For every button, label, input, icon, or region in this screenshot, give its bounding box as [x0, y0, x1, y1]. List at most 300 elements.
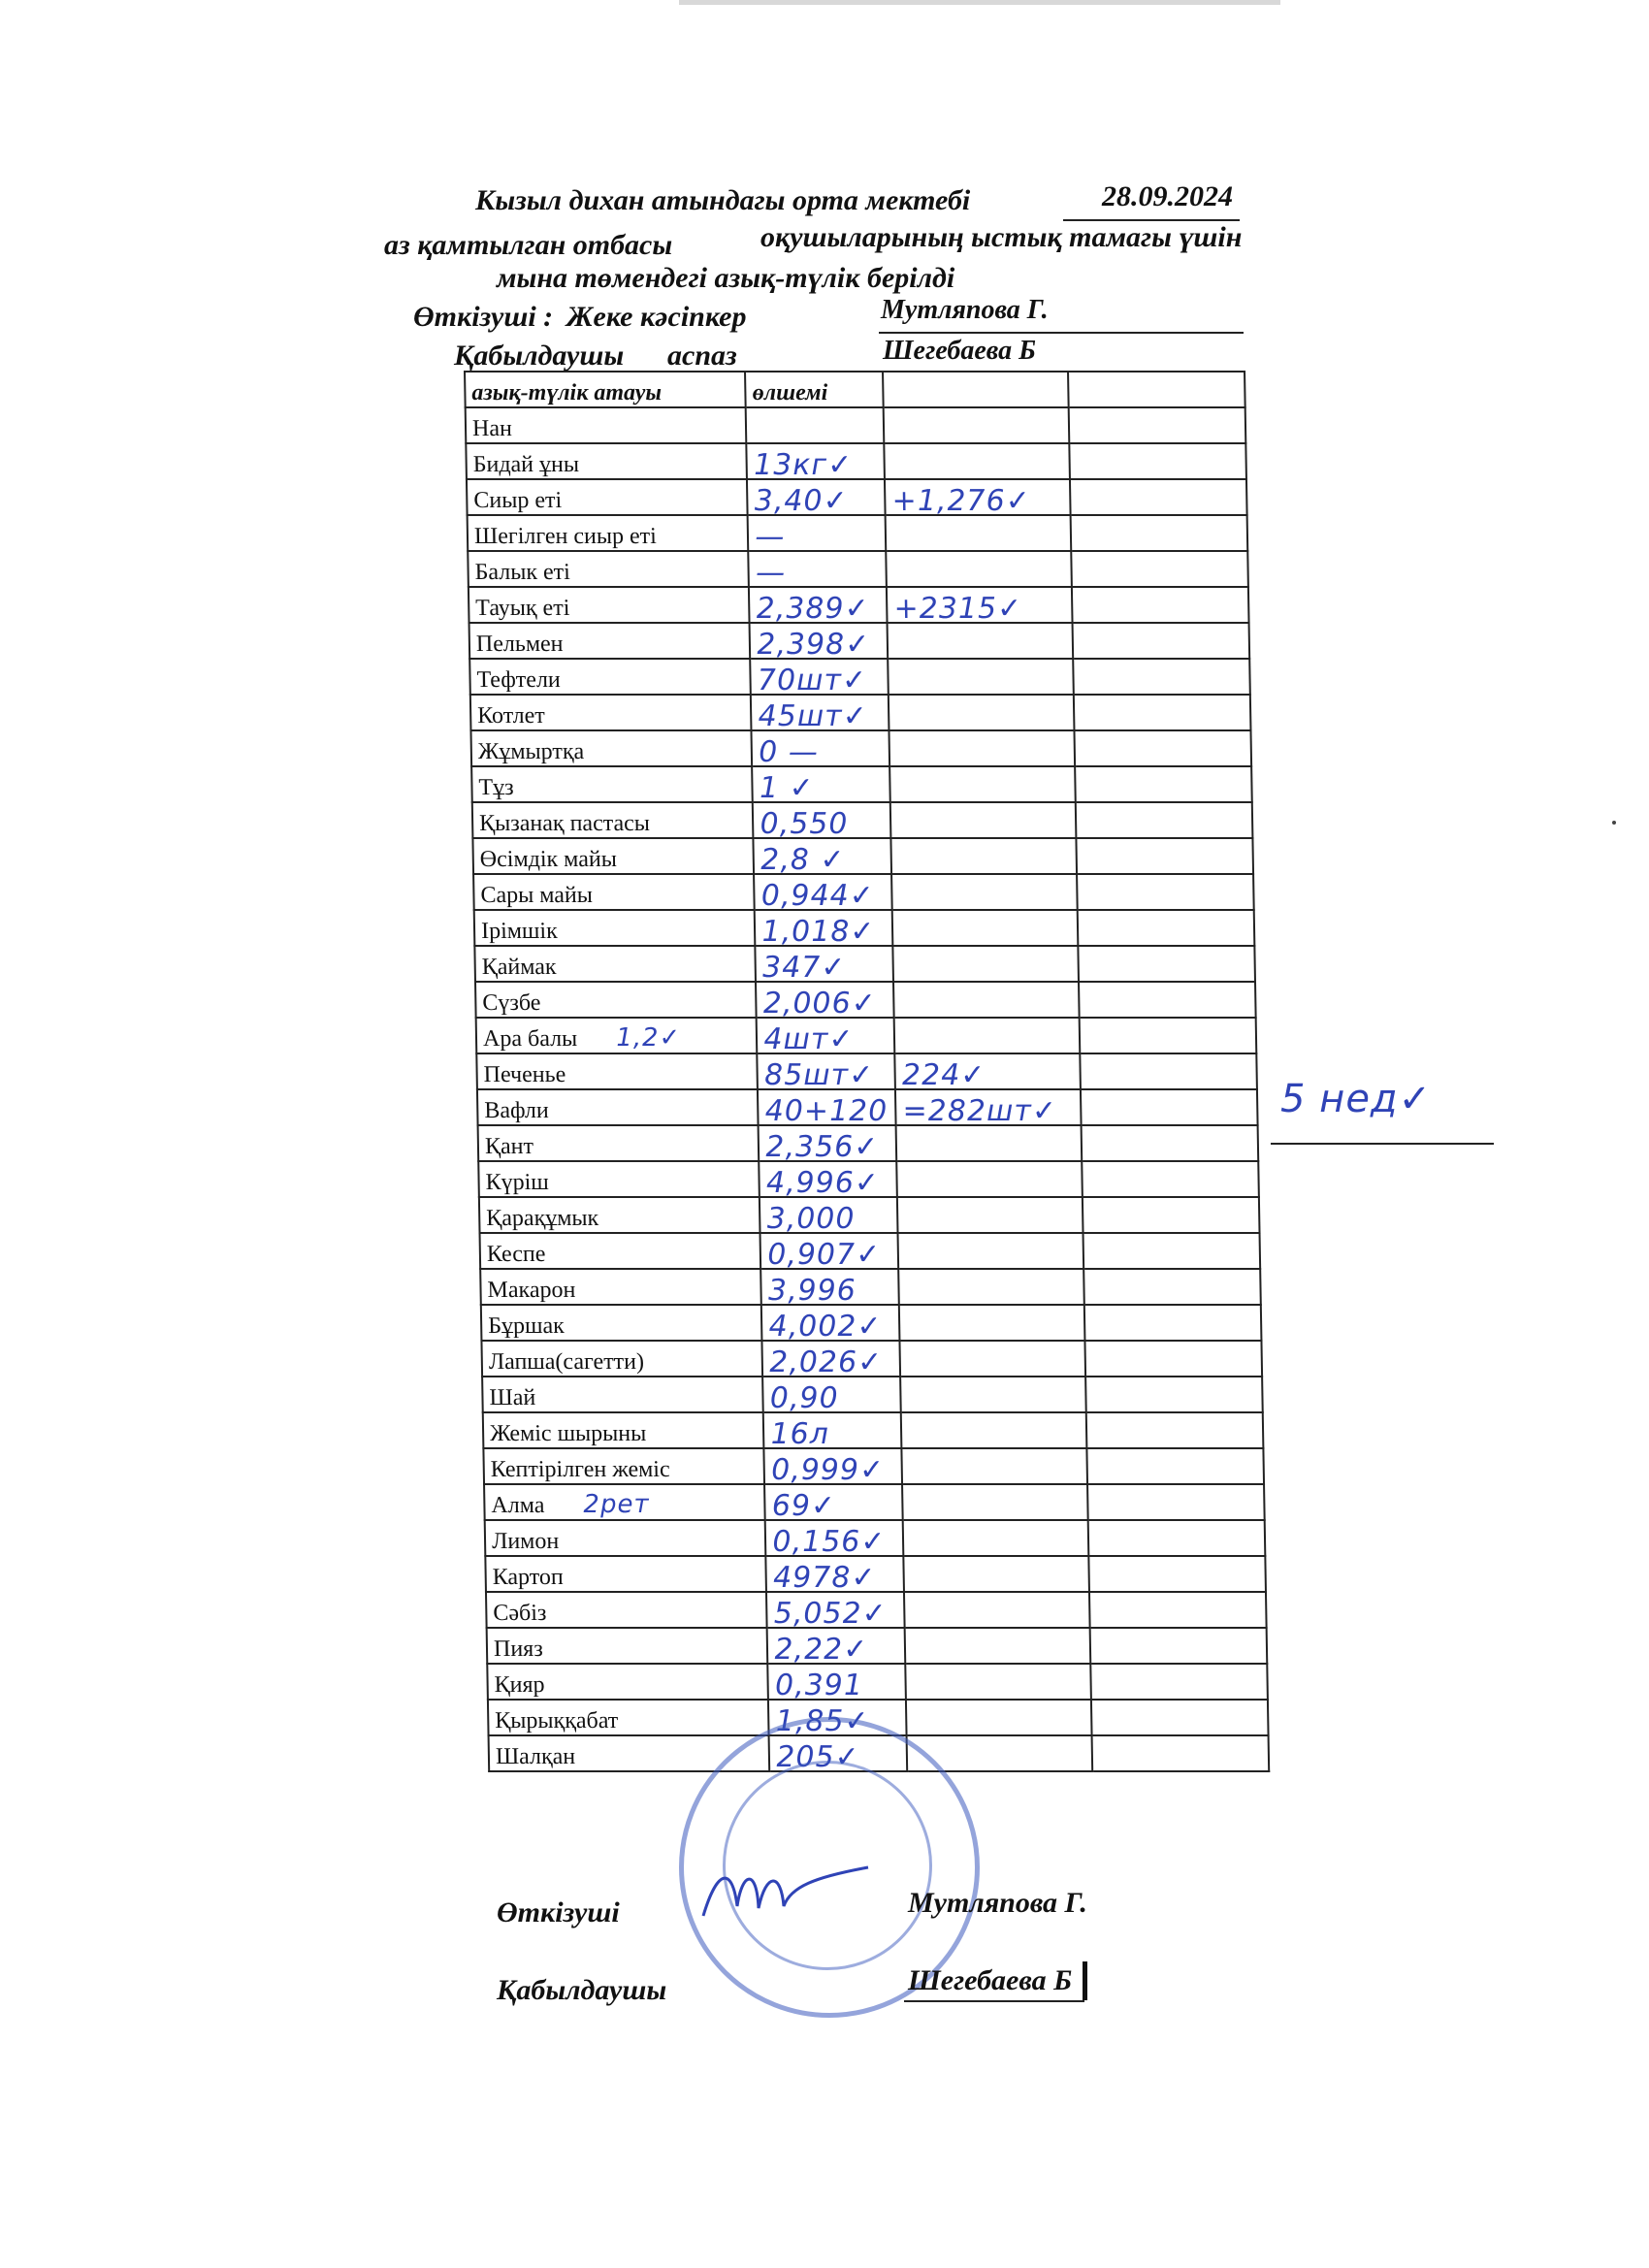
- item-blank-cell: [1072, 587, 1248, 623]
- item-quantity-cell: [760, 1197, 898, 1236]
- item-quantity-cell: [751, 695, 889, 733]
- table-row: [468, 551, 1248, 587]
- item-quantity: 0,391: [774, 1669, 864, 1702]
- item-name-cell: [480, 1233, 761, 1269]
- item-note: [604, 1059, 605, 1088]
- item-note: [614, 1275, 615, 1304]
- item-blank-cell: [1084, 1305, 1261, 1341]
- item-name: Пияз: [493, 1636, 543, 1662]
- side-note-underline: [1271, 1143, 1494, 1145]
- table-row: [487, 1628, 1268, 1664]
- supplier-name-underline: [879, 332, 1244, 334]
- item-extra-cell: [893, 946, 1080, 982]
- item-note: [602, 1311, 603, 1340]
- item-name-cell: [488, 1700, 769, 1735]
- column-header-quantity: өлшемі: [745, 372, 884, 407]
- item-name: Котлет: [476, 703, 545, 729]
- item-name-cell: [487, 1664, 768, 1700]
- item-extra-cell: [904, 1556, 1090, 1592]
- item-name-cell: [466, 443, 747, 479]
- item-extra-cell: [890, 802, 1077, 838]
- item-note: [574, 1382, 575, 1411]
- item-quantity: 2,006✓: [762, 987, 878, 1021]
- item-quantity: 13кг✓: [753, 448, 854, 482]
- table-row: [486, 1592, 1267, 1628]
- item-blank-cell: [1070, 479, 1246, 515]
- item-name-cell: [467, 479, 748, 515]
- item-quantity: 1 ✓: [759, 771, 815, 805]
- side-note: [1280, 1077, 1432, 1121]
- item-quantity-cell: [753, 802, 891, 841]
- item-blank-cell: [1071, 515, 1247, 551]
- item-extra-cell: [896, 1125, 1083, 1161]
- item-name-cell: [469, 587, 750, 623]
- item-quantity-cell: [758, 1053, 896, 1092]
- document-date: 28.09.2024: [1102, 180, 1233, 212]
- item-name: Тұз: [478, 775, 514, 800]
- item-extra-cell: [901, 1412, 1087, 1448]
- item-quantity: 40+120: [764, 1094, 889, 1128]
- table-row: [470, 695, 1251, 730]
- item-quantity: 16л: [770, 1417, 830, 1451]
- item-extra-cell: [899, 1305, 1085, 1341]
- side-note-text: 5 нед✓: [1280, 1077, 1433, 1121]
- item-name-cell: [468, 515, 749, 551]
- item-quantity-cell: [766, 1592, 905, 1631]
- item-note: [584, 1239, 585, 1268]
- table-row: [478, 1161, 1259, 1197]
- item-quantity-cell: [764, 1448, 903, 1487]
- item-extra-cell: [891, 874, 1078, 910]
- item-quantity-cell: [756, 982, 894, 1021]
- item-quantity-cell: [763, 1412, 902, 1451]
- item-name: Сары майы: [480, 883, 594, 908]
- item-name: Ірімшік: [480, 919, 558, 944]
- footer-receiver-name: Шегебаева Б: [908, 1964, 1073, 1996]
- item-quantity: 205✓: [776, 1740, 861, 1774]
- item-name-cell: [469, 659, 751, 695]
- item-quantity: 0,999✓: [770, 1453, 886, 1487]
- item-blank-cell: [1076, 802, 1252, 838]
- item-quantity-cell: [754, 874, 892, 913]
- item-quantity: 2,22✓: [774, 1633, 869, 1667]
- item-blank-cell: [1073, 659, 1249, 695]
- item-extra-cell: [897, 1161, 1083, 1197]
- item-quantity: 3,000: [766, 1202, 856, 1236]
- item-quantity-cell: [756, 946, 894, 985]
- item-blank-cell: [1085, 1377, 1262, 1412]
- item-note: [601, 629, 602, 658]
- item-blank-cell: [1082, 1125, 1258, 1161]
- item-quantity: 2,356✓: [765, 1130, 880, 1164]
- item-name: Қарақұмык: [486, 1206, 599, 1231]
- item-name: Жеміс шырыны: [489, 1421, 647, 1446]
- item-note: [614, 1741, 615, 1770]
- item-quantity-cell: [747, 479, 886, 518]
- table-row: [485, 1520, 1266, 1556]
- item-name: Балык еті: [474, 560, 571, 585]
- item-blank-cell: [1081, 1089, 1257, 1125]
- item-quantity: 4,002✓: [768, 1310, 883, 1344]
- table-row: [481, 1305, 1262, 1341]
- item-quantity: 0,907✓: [766, 1238, 882, 1272]
- item-quantity: 3,996: [767, 1274, 857, 1308]
- table-row: [482, 1377, 1263, 1412]
- receiver-label: Қабылдаушы: [454, 340, 625, 372]
- item-extra-cell: [887, 587, 1073, 626]
- item-name-cell: [480, 1269, 761, 1305]
- item-name-cell: [482, 1377, 763, 1412]
- item-name-cell: [472, 838, 754, 874]
- footer-supplier-label: Өткізуші: [497, 1896, 620, 1928]
- item-note: [683, 1346, 684, 1376]
- item-blank-cell: [1090, 1664, 1267, 1700]
- supplier-value: Жеке кәсіпкер: [566, 301, 747, 333]
- item-name: Нан: [471, 416, 513, 441]
- column-header-blank-1: [883, 372, 1069, 407]
- item-extra-cell: [906, 1664, 1092, 1700]
- item-note: [695, 521, 696, 550]
- item-quantity-cell: [761, 1269, 900, 1308]
- table-row: [472, 802, 1253, 838]
- item-quantity-cell: [759, 1125, 897, 1164]
- item-blank-cell: [1087, 1484, 1264, 1520]
- item-extra-cell: [888, 623, 1074, 659]
- item-quantity: 0,90: [769, 1381, 839, 1415]
- table-row: [466, 443, 1246, 479]
- item-note: [572, 1131, 573, 1160]
- item-blank-cell: [1092, 1735, 1269, 1771]
- item-extra-cell: [895, 1089, 1082, 1128]
- item-name-cell: [478, 1125, 760, 1161]
- item-quantity-cell: [746, 407, 885, 443]
- signature-mark: [698, 1848, 873, 1935]
- item-name: Пельмен: [475, 632, 564, 657]
- item-name: Лимон: [491, 1529, 560, 1554]
- item-note: [583, 700, 584, 729]
- item-blank-cell: [1087, 1448, 1264, 1484]
- item-quantity: 1,85✓: [775, 1704, 870, 1738]
- item-extra: =282шт✓: [902, 1094, 1058, 1128]
- item-name: Жұмыртқа: [477, 739, 585, 764]
- item-blank-cell: [1070, 443, 1246, 479]
- item-name-cell: [483, 1412, 764, 1448]
- footer-supplier-name: Мутляпова Г.: [908, 1887, 1087, 1919]
- table-row: [476, 1053, 1257, 1089]
- item-name: Бұршак: [487, 1313, 565, 1339]
- item-note: [598, 664, 599, 694]
- item-blank-cell: [1083, 1197, 1259, 1233]
- item-note: [708, 1454, 709, 1483]
- table-row: [473, 874, 1254, 910]
- item-blank-cell: [1078, 910, 1254, 946]
- table-row: [468, 515, 1248, 551]
- item-name: Шалқан: [495, 1744, 576, 1769]
- item-name: Қант: [484, 1134, 534, 1159]
- table-row: [469, 659, 1250, 695]
- item-quantity-cell: [758, 1089, 896, 1128]
- table-row: [484, 1484, 1265, 1520]
- table-row: [469, 587, 1249, 623]
- item-quantity: 347✓: [761, 951, 847, 985]
- table-row: [483, 1448, 1264, 1484]
- item-name-cell: [476, 1018, 758, 1053]
- table-row: [479, 1197, 1260, 1233]
- item-name-cell: [484, 1484, 765, 1520]
- item-quantity-cell: [751, 659, 889, 695]
- item-name: Тефтели: [476, 667, 561, 693]
- supplier-label: Өткізуші :: [413, 301, 554, 333]
- item-quantity: 4978✓: [772, 1561, 877, 1595]
- item-name-cell: [486, 1592, 767, 1628]
- item-extra-cell: [898, 1269, 1084, 1305]
- item-note: [608, 593, 609, 622]
- item-quantity-cell: [747, 443, 886, 482]
- item-blank-cell: [1083, 1269, 1260, 1305]
- item-note: [585, 1598, 586, 1627]
- table-row: [478, 1125, 1259, 1161]
- item-blank-cell: [1075, 730, 1251, 766]
- item-name: Вафли: [484, 1098, 549, 1123]
- item-name-cell: [481, 1305, 762, 1341]
- item-quantity-cell: [765, 1520, 904, 1559]
- item-quantity: 2,8 ✓: [760, 843, 846, 877]
- item-quantity-cell: [753, 766, 891, 805]
- item-blank-cell: [1079, 982, 1255, 1018]
- item-quantity-cell: [764, 1484, 903, 1523]
- item-note: [618, 449, 619, 478]
- item-quantity-cell: [755, 910, 893, 949]
- item-extra-cell: [889, 766, 1076, 802]
- item-name: Сүзбе: [482, 990, 541, 1016]
- item-blank-cell: [1079, 946, 1255, 982]
- column-header-name: азық-түлік атауы: [465, 372, 746, 407]
- item-extra-cell: [903, 1520, 1089, 1556]
- item-quantity: 85шт✓: [763, 1058, 875, 1092]
- item-name-cell: [470, 730, 752, 766]
- item-quantity: 4,996✓: [765, 1166, 881, 1200]
- item-blank-cell: [1086, 1412, 1263, 1448]
- table-row: [470, 730, 1251, 766]
- item-quantity: 70шт✓: [757, 664, 868, 697]
- item-extra: +2315✓: [893, 592, 1023, 626]
- item-quantity: —: [755, 520, 786, 554]
- item-name-cell: [481, 1341, 762, 1377]
- header-line2-right: оқушыларының ыстық тамагы үшін: [760, 221, 1243, 253]
- table-row: [477, 1089, 1258, 1125]
- item-note: [596, 916, 597, 945]
- header-line3: мына төмендегі азық-түлік берілді: [497, 262, 955, 294]
- item-name-cell: [487, 1628, 768, 1664]
- item-name: Қаймак: [481, 955, 557, 980]
- item-quantity: —: [755, 556, 787, 590]
- item-note: [552, 772, 553, 801]
- item-quantity-cell: [748, 515, 887, 554]
- item-quantity-cell: [761, 1305, 900, 1344]
- table-row: [480, 1269, 1261, 1305]
- item-note: [587, 1167, 588, 1196]
- item-name: Шегілген сиыр еті: [473, 524, 658, 549]
- item-quantity-cell: [760, 1233, 899, 1272]
- item-note: [601, 1562, 602, 1591]
- item-extra-cell: [886, 515, 1072, 551]
- item-quantity: 45шт✓: [758, 699, 869, 733]
- item-quantity: 2,389✓: [756, 592, 871, 626]
- receiver-value: аспаз: [667, 340, 737, 372]
- table-row: [466, 407, 1246, 443]
- table-row: [487, 1664, 1268, 1700]
- item-blank-cell: [1071, 551, 1247, 587]
- item-name: Шай: [489, 1385, 536, 1410]
- item-name-cell: [474, 910, 756, 946]
- item-quantity-cell: [750, 623, 889, 662]
- item-quantity: 2,398✓: [757, 628, 871, 662]
- table-row: [481, 1341, 1262, 1377]
- table-row: [480, 1233, 1261, 1269]
- item-name: Картоп: [492, 1565, 564, 1590]
- item-name: Кеспе: [486, 1242, 546, 1267]
- item-quantity: 1,018✓: [761, 915, 876, 949]
- item-quantity: 0,550: [760, 807, 849, 841]
- item-note: [631, 880, 632, 909]
- item-note: [600, 485, 601, 514]
- item-quantity-cell: [768, 1664, 907, 1700]
- table-row: [475, 982, 1256, 1018]
- item-name-cell: [479, 1197, 760, 1233]
- item-note: [583, 1669, 584, 1699]
- item-extra-cell: [885, 479, 1071, 518]
- item-note: 2рет: [583, 1490, 650, 1519]
- item-extra: +1,276✓: [891, 484, 1032, 518]
- item-quantity-cell: [762, 1377, 901, 1415]
- item-extra-cell: [888, 659, 1074, 695]
- item-name-cell: [469, 623, 751, 659]
- table-row: [476, 1018, 1257, 1053]
- item-extra-cell: [893, 982, 1080, 1018]
- item-note: [579, 988, 580, 1017]
- table-row: [469, 623, 1250, 659]
- item-quantity: 0,944✓: [760, 879, 876, 913]
- scan-dot: [1612, 821, 1616, 825]
- item-quantity-cell: [749, 551, 888, 590]
- receiver-name: Шегебаева Б: [883, 336, 1036, 366]
- item-blank-cell: [1089, 1556, 1266, 1592]
- school-title: Кызыл дихан атындагы орта мектебі: [475, 184, 971, 216]
- item-blank-cell: [1089, 1592, 1266, 1628]
- item-name-cell: [470, 695, 752, 730]
- item-quantity: 5,052✓: [773, 1597, 889, 1631]
- item-name: Сиыр еті: [473, 488, 563, 513]
- item-name: Қырыққабат: [495, 1708, 619, 1733]
- item-note: [581, 1634, 582, 1663]
- scan-artifact: [679, 0, 1280, 5]
- item-blank-cell: [1091, 1700, 1268, 1735]
- item-blank-cell: [1077, 838, 1253, 874]
- table-row: [485, 1556, 1266, 1592]
- item-quantity: 69✓: [771, 1489, 837, 1523]
- item-note: [623, 736, 624, 765]
- item-extra-cell: [900, 1377, 1086, 1412]
- item-name-cell: [471, 766, 753, 802]
- item-quantity-cell: [767, 1628, 906, 1667]
- item-note: [587, 1095, 588, 1124]
- table-row: [474, 946, 1255, 982]
- item-name: Кептірілген жеміс: [490, 1457, 670, 1482]
- item-name: Ара балы: [482, 1026, 578, 1052]
- item-name: Лапша(сагетти): [488, 1349, 645, 1375]
- item-quantity-cell: [752, 730, 890, 769]
- item-blank-cell: [1073, 623, 1249, 659]
- item-extra-cell: [895, 1053, 1082, 1092]
- item-note: [637, 1203, 638, 1232]
- item-name: Күріш: [485, 1170, 549, 1195]
- item-extra-cell: [884, 407, 1070, 443]
- item-quantity-cell: [766, 1556, 905, 1595]
- footer-receiver-label: Қабылдаушы: [497, 1974, 667, 2006]
- table-body: [466, 407, 1270, 1774]
- item-blank-cell: [1083, 1233, 1260, 1269]
- item-name: Өсімдік майы: [479, 847, 618, 872]
- item-extra-cell: [902, 1448, 1088, 1484]
- item-blank-cell: [1069, 407, 1245, 443]
- item-name-cell: [485, 1556, 766, 1592]
- item-extra-cell: [905, 1628, 1091, 1664]
- item-note: 1,2✓: [615, 1023, 682, 1053]
- item-quantity-cell: [749, 587, 888, 626]
- item-extra-cell: [894, 1018, 1081, 1053]
- item-name-cell: [478, 1161, 760, 1197]
- item-blank-cell: [1074, 695, 1250, 730]
- item-quantity: 4шт✓: [763, 1022, 855, 1056]
- item-blank-cell: [1085, 1341, 1262, 1377]
- item-extra-cell: [889, 730, 1076, 766]
- item-name: Печенье: [483, 1062, 566, 1087]
- item-extra-cell: [889, 695, 1075, 730]
- item-name-cell: [473, 874, 755, 910]
- item-name-cell: [474, 946, 756, 982]
- item-quantity: 0,156✓: [772, 1525, 887, 1559]
- item-note: [685, 1418, 686, 1447]
- item-name-cell: [476, 1053, 758, 1089]
- item-quantity-cell: [754, 838, 892, 877]
- item-name-cell: [483, 1448, 764, 1484]
- item-note: [689, 808, 690, 837]
- supplier-name: Мутляпова Г.: [881, 295, 1049, 325]
- item-name: Қияр: [494, 1672, 545, 1698]
- table-row: [483, 1412, 1264, 1448]
- item-name: Сәбіз: [493, 1601, 547, 1626]
- item-name: Макарон: [487, 1278, 576, 1303]
- table-header-row: [465, 372, 1245, 407]
- header-line2-left: аз қамтылган отбасы: [384, 229, 673, 261]
- item-extra-cell: [897, 1197, 1083, 1233]
- table-row: [474, 910, 1255, 946]
- item-quantity-cell: [762, 1341, 901, 1377]
- item-blank-cell: [1088, 1520, 1265, 1556]
- item-extra-cell: [891, 838, 1078, 874]
- item-note: [657, 1705, 658, 1734]
- table-row: [472, 838, 1253, 874]
- item-name-cell: [472, 802, 754, 838]
- item-blank-cell: [1080, 1018, 1256, 1053]
- item-extra-cell: [898, 1233, 1084, 1269]
- item-extra-cell: [887, 551, 1073, 587]
- item-extra-cell: [900, 1341, 1086, 1377]
- item-name-cell: [468, 551, 749, 587]
- item-name-cell: [477, 1089, 759, 1125]
- item-quantity: 3,40✓: [754, 484, 849, 518]
- item-blank-cell: [1090, 1628, 1267, 1664]
